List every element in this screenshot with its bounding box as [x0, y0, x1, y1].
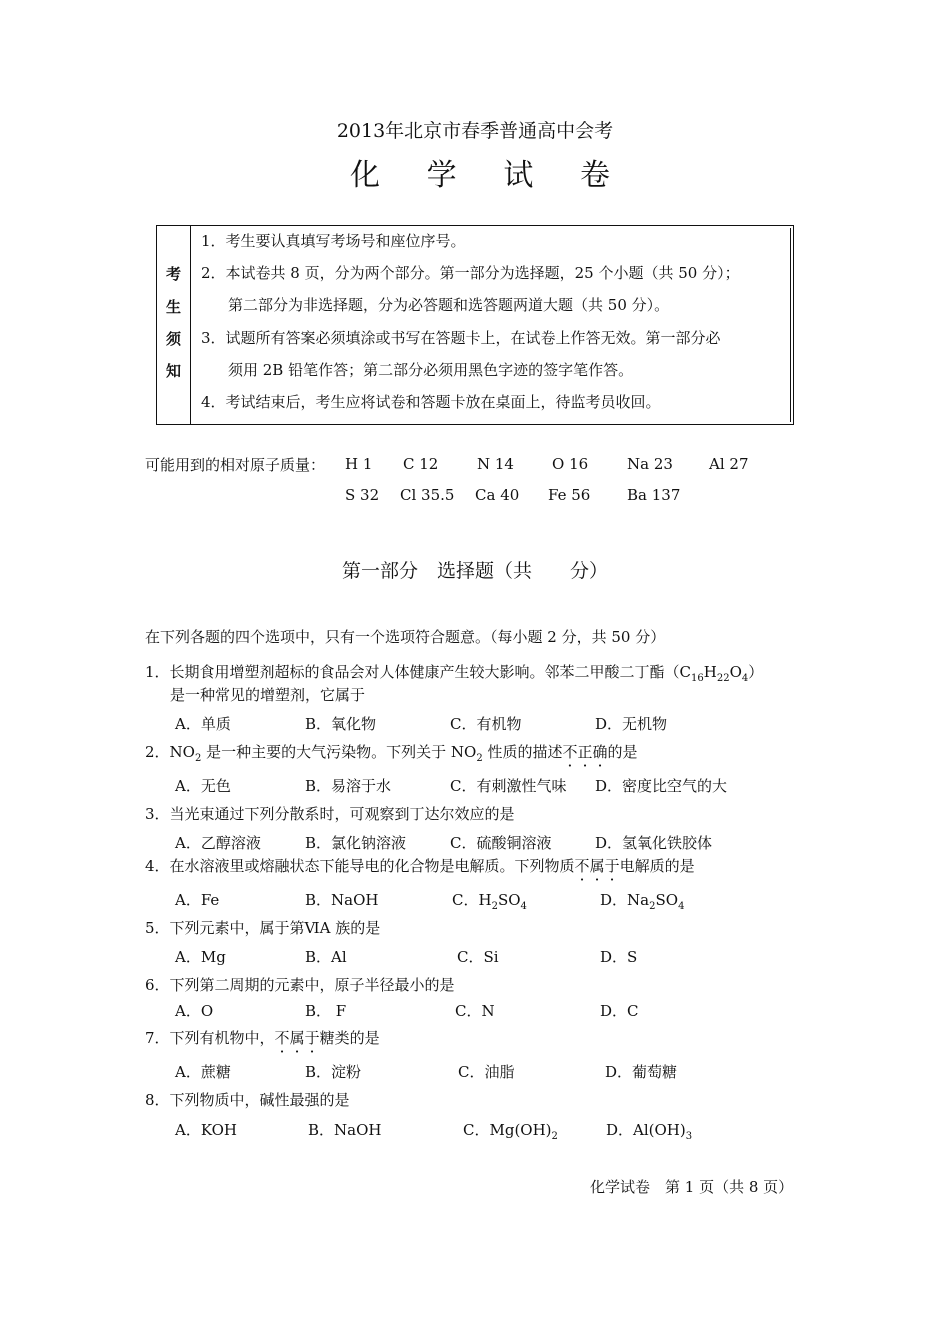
question-1-line-2: 是一种常见的增塑剂，它属于 — [170, 686, 366, 704]
option-b: B．氧化物 — [305, 715, 377, 733]
option-a: A．Mg — [175, 948, 226, 966]
option-c: C．$Mg(OH)_2$ — [463, 1121, 558, 1142]
option-c: C．有刺激性气味 — [450, 777, 567, 795]
notice-line: 2．本试卷共 8 页，分为两个部分。第一部分为选择题，25 个小题（共 50 分）； — [201, 264, 740, 282]
option-a: A．蔗糖 — [175, 1063, 231, 1081]
atomic-mass: Al 27 — [709, 455, 749, 473]
paper-title-char: 学 — [426, 158, 457, 193]
option-b: B．易溶于水 — [305, 777, 392, 795]
atomic-mass: Ba 137 — [627, 486, 681, 504]
notice-line: 4．考试结束后，考生应将试卷和答题卡放在桌面上，待监考员收回。 — [201, 393, 661, 411]
option-a: A．KOH — [175, 1121, 238, 1139]
option-c: C．$H_2SO_4$ — [452, 891, 527, 912]
section-instruction: 在下列各题的四个选项中，只有一个选项符合题意。（每小题 2 分，共 50 分） — [145, 628, 666, 646]
atomic-mass: S 32 — [345, 486, 380, 504]
section-heading: 第一部分 选择题（共 分） — [341, 560, 608, 582]
option-d: D．氢氧化铁胶体 — [595, 834, 713, 852]
notice-label-char: 生 — [165, 298, 181, 316]
option-d: D．C — [600, 1002, 639, 1020]
option-b: B．NaOH — [305, 891, 379, 909]
question-7: 7．下列有机物中，不属于糖类的是 — [145, 1029, 380, 1047]
paper-title — [350, 150, 610, 194]
notice-line: 3．试题所有答案必须填涂或书写在答题卡上，在试卷上作答无效。第一部分必 — [201, 329, 721, 347]
atomic-mass-label: 可能用到的相对原子质量： — [145, 456, 326, 474]
question-4: 4．在水溶液里或熔融状态下能导电的化合物是电解质。下列物质不属于电解质的是 — [145, 857, 695, 875]
candidate-notice-box — [156, 225, 794, 425]
option-c: C．油脂 — [458, 1063, 515, 1081]
question-8: 8．下列物质中，碱性最强的是 — [145, 1091, 350, 1109]
notice-label-column — [157, 226, 191, 424]
notice-label-char: 须 — [165, 330, 181, 348]
option-d: D．无机物 — [595, 715, 668, 733]
emphasis-char: 确 — [592, 743, 608, 761]
emphasis-char: 正 — [577, 743, 593, 761]
option-a: A．无色 — [175, 777, 231, 795]
question-6: 6．下列第二周期的元素中，原子半径最小的是 — [145, 976, 455, 994]
emphasis-char: 不 — [562, 743, 578, 761]
question-5: 5．下列元素中，属于第ⅥA 族的是 — [145, 919, 381, 937]
notice-line: 须用 2B 铅笔作答；第二部分必须用黑色字迹的签字笔作答。 — [228, 361, 634, 379]
option-b: B．Al — [305, 948, 347, 966]
option-c: C．有机物 — [450, 715, 522, 733]
option-a: A．O — [175, 1002, 214, 1020]
notice-label-char: 考 — [165, 265, 181, 283]
option-c: C．N — [455, 1002, 495, 1020]
option-d: D．$Na_2SO_4$ — [600, 891, 685, 912]
option-a: A．单质 — [175, 715, 231, 733]
option-d: D．密度比空气的大 — [595, 777, 728, 795]
exam-title: 2013年北京市春季普通高中会考 — [336, 120, 614, 142]
emphasis-char: 于 — [604, 857, 620, 875]
paper-title-char: 化 — [350, 158, 380, 193]
emphasis-char: 属 — [589, 857, 605, 875]
option-c: C．Si — [457, 948, 499, 966]
atomic-mass: O 16 — [552, 455, 589, 473]
paper-title-char: 试 — [503, 158, 534, 193]
atomic-mass: N 14 — [477, 455, 514, 473]
emphasis-char: 不 — [274, 1029, 290, 1047]
atomic-mass: Cl 35.5 — [400, 486, 455, 504]
option-a: A．乙醇溶液 — [175, 834, 261, 852]
emphasis-char: 于 — [304, 1029, 320, 1047]
option-b: B． F — [305, 1002, 347, 1020]
atomic-mass: Na 23 — [627, 455, 673, 473]
question-2: 2．$NO_2$ 是一种主要的大气污染物。下列关于 $NO_2$ 性质的描述不正确的是 — [145, 743, 638, 764]
atomic-mass: C 12 — [403, 455, 439, 473]
option-d: D．S — [600, 948, 638, 966]
option-b: B．氯化钠溶液 — [305, 834, 407, 852]
notice-label-char: 知 — [165, 362, 181, 380]
notice-line: 第二部分为非选择题，分为必答题和选答题两道大题（共 50 分）。 — [228, 296, 670, 314]
option-b: B．NaOH — [308, 1121, 382, 1139]
paper-title-char: 卷 — [579, 158, 610, 193]
option-d: D．$Al(OH)_3$ — [606, 1121, 693, 1142]
option-a: A．Fe — [175, 891, 220, 909]
emphasis-char: 属 — [289, 1029, 305, 1047]
option-c: C．硫酸铜溶液 — [450, 834, 552, 852]
question-1-line-1: 1．长期食用增塑剂超标的食品会对人体健康产生较大影响。邻苯二甲酸二丁酯$(C_{16}H_{22}O_4)$ — [145, 663, 764, 684]
page-footer: 化学试卷 第 1 页（共 8 页） — [590, 1178, 794, 1196]
option-d: D．葡萄糖 — [605, 1063, 678, 1081]
question-3: 3．当光束通过下列分散系时，可观察到丁达尔效应的是 — [145, 805, 515, 823]
notice-line: 1．考生要认真填写考场号和座位序号。 — [201, 232, 466, 250]
emphasis-char: 不 — [574, 857, 590, 875]
atomic-mass: Fe 56 — [548, 486, 591, 504]
atomic-mass: H 1 — [345, 455, 373, 473]
atomic-mass: Ca 40 — [475, 486, 520, 504]
option-b: B．淀粉 — [305, 1063, 362, 1081]
